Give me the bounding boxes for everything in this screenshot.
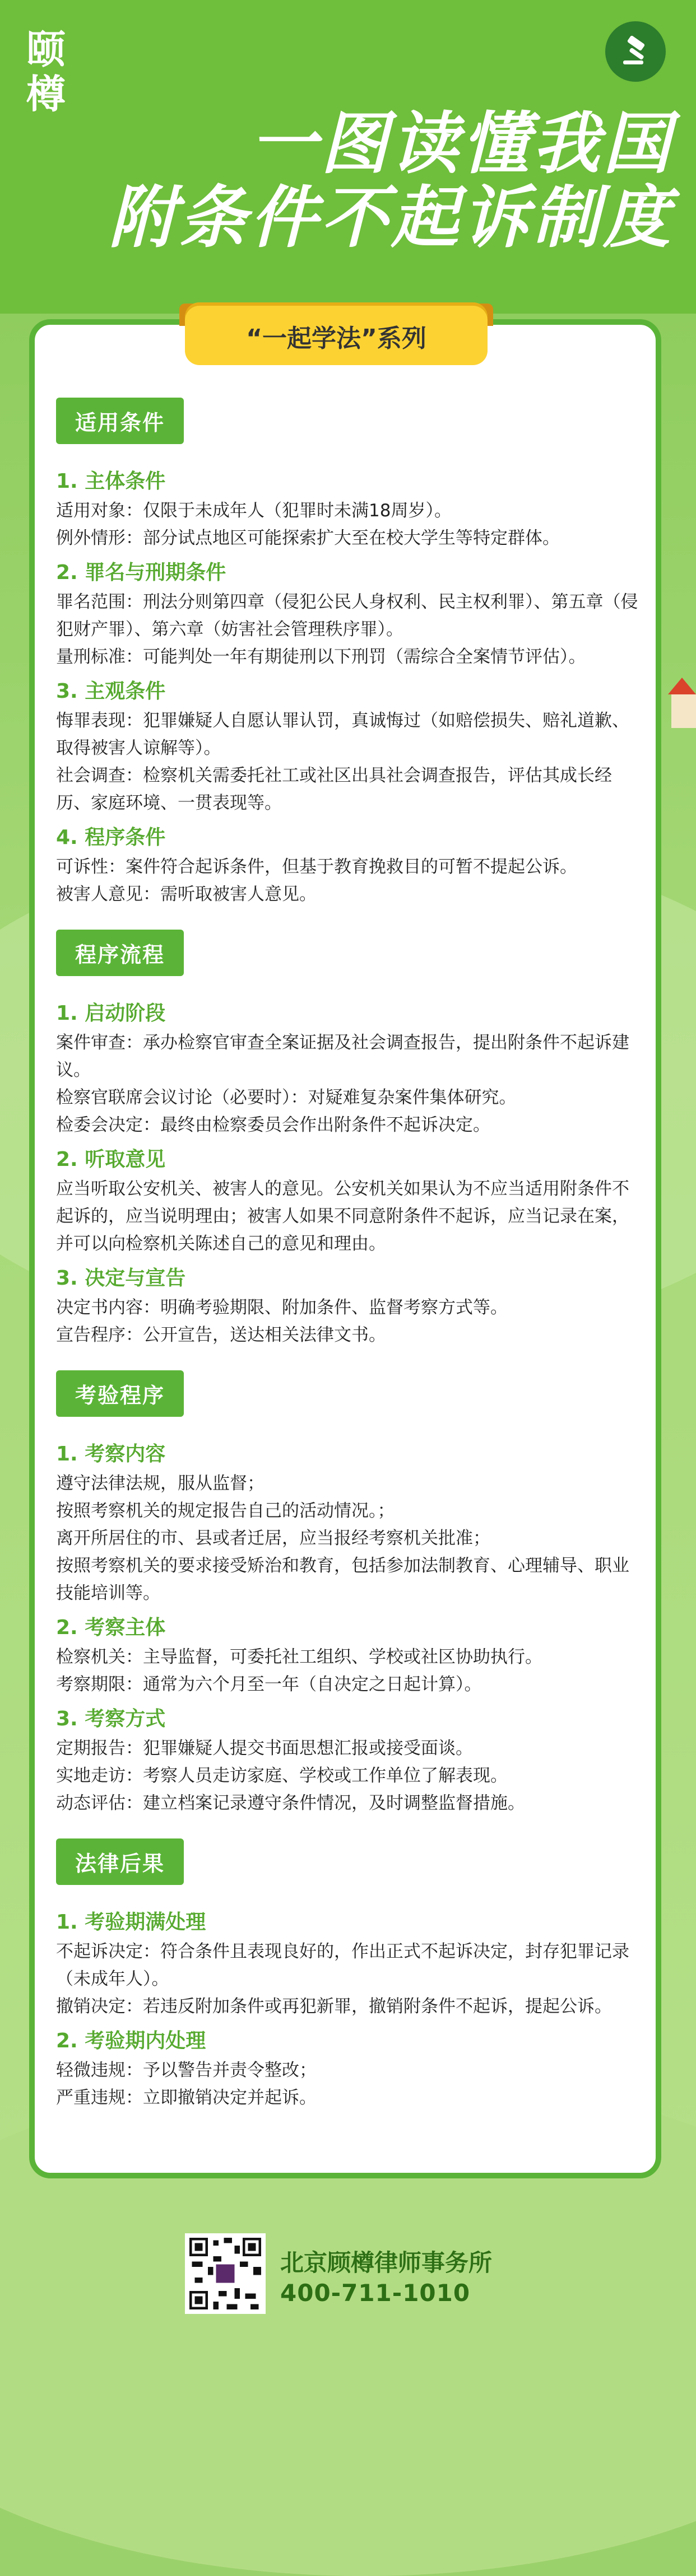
subsection-heading: 1. 考验期满处理: [56, 1911, 206, 1934]
paragraph: 检察官联席会议讨论（必要时）：对疑难复杂案件集体研究。: [56, 1088, 517, 1108]
qr-code[interactable]: [185, 2233, 266, 2314]
paragraph: 撤销决定：若违反附加条件或再犯新罪，撤销附条件不起诉，提起公诉。: [56, 1996, 612, 2017]
series-label: “一起学法”系列: [246, 324, 426, 353]
phone-number[interactable]: 400-711-1010: [280, 2279, 471, 2307]
paragraph: 罪名范围：刑法分则第四章（侵犯公民人身权利、民主权利罪）、第五章（侵犯财产罪）、第六章（妨害社会管理秩序罪）。: [56, 592, 638, 640]
paragraph: 可诉性：案件符合起诉条件，但基于教育挽救目的可暂不提起公诉。: [56, 857, 577, 877]
house-icon: [668, 678, 696, 728]
gavel-icon: [605, 21, 666, 82]
subsection-heading: 2. 罪名与刑期条件: [56, 561, 226, 584]
paragraph: 按照考察机关的要求接受矫治和教育，包括参加法制教育、心理辅导、职业技能培训等。: [56, 1556, 629, 1603]
footer: [185, 2233, 577, 2312]
paragraph: 决定书内容：明确考验期限、附加条件、监督考察方式等。: [56, 1298, 508, 1318]
paragraph: 检察机关：主导监督，可委托社工组织、学校或社区协助执行。: [56, 1647, 542, 1667]
subsection-heading: 1. 主体条件: [56, 470, 166, 493]
subsection-heading: 2. 听取意见: [56, 1148, 166, 1171]
section: [56, 1838, 639, 2112]
subsection-heading: 1. 考察内容: [56, 1443, 166, 1466]
series-banner: [185, 302, 488, 365]
section-title: 法律后果: [56, 1838, 184, 1885]
paragraph: 量刑标准：可能判处一年有期徒刑以下刑罚（需综合全案情节评估）。: [56, 647, 586, 667]
paragraph: 不起诉决定：符合条件且表现良好的，作出正式不起诉决定，封存犯罪记录（未成年人）。: [56, 1942, 629, 1989]
paragraph: 遵守法律法规，服从监督；: [56, 1473, 265, 1494]
paragraph: 检委会决定：最终由检察委员会作出附条件不起诉决定。: [56, 1115, 490, 1135]
section-title: 程序流程: [56, 930, 184, 976]
subsection-heading: 4. 程序条件: [56, 826, 166, 849]
paragraph: 动态评估：建立档案记录遵守条件情况，及时调整监督措施。: [56, 1793, 525, 1813]
subsection-heading: 3. 考察方式: [56, 1707, 166, 1730]
main-content: [56, 398, 639, 2133]
brand-logo: [24, 27, 68, 116]
section-title: 考验程序: [56, 1370, 184, 1417]
paragraph: 考察期限：通常为六个月至一年（自决定之日起计算）。: [56, 1674, 482, 1695]
logo-char-1: 颐: [26, 26, 66, 72]
subsection-heading: 2. 考察主体: [56, 1616, 166, 1639]
company-name: 北京顾樽律师事务所: [280, 2249, 493, 2276]
paragraph: 宣告程序：公开宣告，送达相关法律文书。: [56, 1325, 386, 1345]
logo-char-2: 樽: [26, 71, 66, 117]
paragraph: 应当听取公安机关、被害人的意见。公安机关如果认为不应当适用附条件不起诉的，应当说明理由；被害人如果不同意附条件不起诉，应当记录在案，并可以向检察机关陈述自己的意见和理由。: [56, 1179, 629, 1254]
subsection-heading: 3. 决定与宣告: [56, 1267, 186, 1290]
subsection-heading: 1. 启动阶段: [56, 1002, 166, 1025]
paragraph: 悔罪表现：犯罪嫌疑人自愿认罪认罚，真诚悔过（如赔偿损失、赔礼道歉、取得被害人谅解等）。: [56, 711, 629, 758]
paragraph: 例外情形：部分试点地区可能探索扩大至在校大学生等特定群体。: [56, 528, 560, 548]
paragraph: 严重违规：立即撤销决定并起诉。: [56, 2088, 317, 2108]
section: [56, 398, 639, 908]
paragraph: 案件审查：承办检察官审查全案证据及社会调查报告，提出附条件不起诉建议。: [56, 1033, 629, 1080]
subsection-heading: 2. 考验期内处理: [56, 2029, 206, 2052]
section: [56, 930, 639, 1349]
paragraph: 社会调查：检察机关需委托社工或社区出具社会调查报告，评估其成长经历、家庭环境、一贯表现等。: [56, 766, 612, 813]
section: [56, 1370, 639, 1817]
subsection-heading: 3. 主观条件: [56, 680, 166, 703]
paragraph: 实地走访：考察人员走访家庭、学校或工作单位了解表现。: [56, 1766, 508, 1786]
paragraph: 被害人意见：需听取被害人意见。: [56, 884, 317, 904]
page-title-line-2: 附条件不起诉制度: [109, 179, 674, 257]
paragraph: 定期报告：犯罪嫌疑人提交书面思想汇报或接受面谈。: [56, 1738, 473, 1758]
section-title: 适用条件: [56, 398, 184, 444]
paragraph: 轻微违规：予以警告并责令整改；: [56, 2060, 317, 2080]
page-title-line-1: 一图读懂我国: [250, 105, 674, 183]
paragraph: 离开所居住的市、县或者迁居，应当报经考察机关批准；: [56, 1528, 490, 1548]
paragraph: 适用对象：仅限于未成年人（犯罪时未满18周岁）。: [56, 501, 452, 521]
paragraph: 按照考察机关的规定报告自己的活动情况。；: [56, 1501, 395, 1521]
